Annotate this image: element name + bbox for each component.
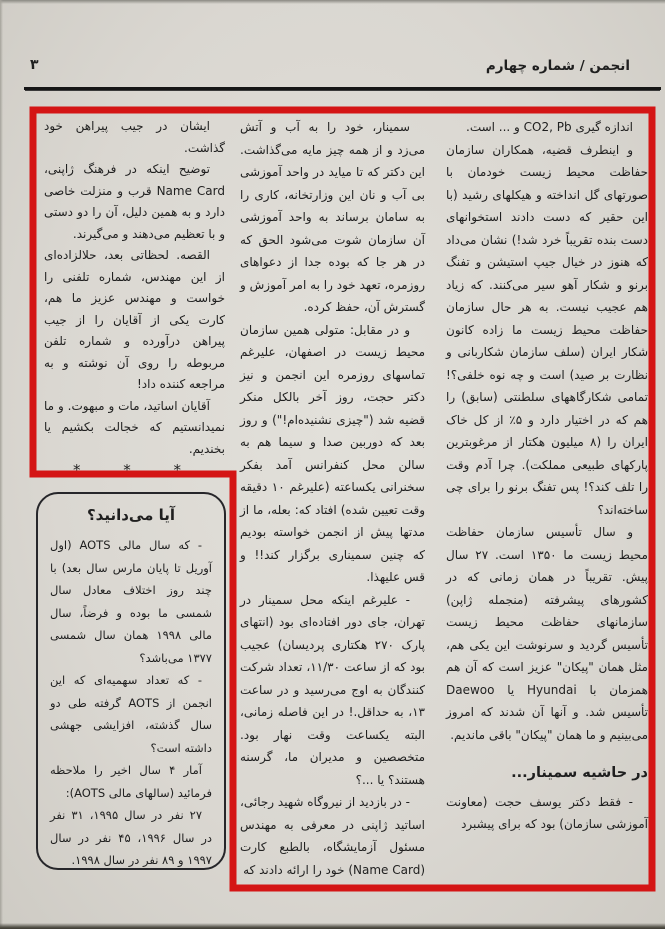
article-column-left [44, 116, 225, 482]
scan-edge-left [0, 0, 3, 929]
header-title: انجمن / شماره چهارم [485, 58, 630, 74]
paragraph: و در مقابل: متولی همین سازمان محیط زیست در اصفهان، علیرغم تماسهای روزمره این انجمن و نیز دکتر حجت، روز آخر بالکل منکر قضیه شد ("چیزی نشنیده‌ام!") و روز بعد که دوربین صدا و سیما هم به سالن محل کنفرانس آمد بفکر سخنرانی یکساعته (علیرغم ۱۰ دقیقه وقت تعیین شده) افتاد که: بعله، ما از مدتها پیش از انجمن خواسته بودیم که چنین سمیناری برگزار کند!! و قس علیهذا. [240, 322, 425, 584]
paragraph: - در بازدید از نیروگاه شهید رجائی، اساتید ژاپنی در معرفی به مهندس مسئول آزمایشگاه، بالطبع کارت (Name Card) خود را ارائه دادند که [240, 795, 425, 877]
paragraph: - علیرغم اینکه محل سمینار در تهران، جای دور افتاده‌ای بود (انتهای پارک ۲۷۰ هکتاری پردیسان) عجیب بود که از ساعت ۱۱/۳۰، تعداد شرکت کنندگان به اوج می‌رسید و در ساعت ۱۳، به حداقل.! در این فاصله زمانی، البته یکساعت وقت نهار بود. متخصصین و مدیران ما، گرسنه هستند؟ یا ...؟ [240, 592, 425, 787]
did-you-know-item: ۲۷ نفر در سال ۱۹۹۵، ۳۱ نفر در سال ۱۹۹۶، ۴۵ نفر در سال ۱۹۹۷ و ۸۹ نفر در سال ۱۹۹۸. [50, 808, 213, 867]
paragraph: آقایان اساتید، مات و مبهوت. و ما نمیدانستیم که خجالت بکشیم یا بخندیم. [44, 398, 225, 456]
did-you-know-item: - که تعداد سهمیه‌ای که این انجمن از AOTS گرفته طی دو سال گذشته، افزایشی جهشی داشته است؟ [50, 673, 213, 755]
paragraph: توضیح اینکه در فرهنگ ژاپنی، Name Card قرب و منزلت خاصی دارد و به همین دلیل، آن را دو دستی و با تعظیم می‌دهند و می‌گیرند. [44, 162, 225, 241]
did-you-know-title: آیا می‌دانید؟ [86, 506, 176, 524]
scan-edge-bottom [0, 923, 665, 929]
section-separator-stars: * * * [72, 461, 182, 479]
paragraph: و سال تأسیس سازمان حفاظت محیط زیست ما ۱۳۵۰ است. ۲۷ سال پیش. تقریباً در همان زمانی که در کشورهای پیشرفته (منجمله ژاپن) سازمانهای حفاظت محیط زیست تأسیس گردید و سرنوشت این یکی هم، مثل همان "پیکان" عزیز است که آن هم همزمان با Hyundai یا Daewoo تأسیس شد. و آنها آن شدند که امروز می‌بینیم و ما همان "پیکان" باقی ماندیم. [446, 525, 648, 742]
paragraph: سمینار، خود را به آب و آتش می‌زد و از همه چیز مایه می‌گذاشت. این دکتر که تا میاید در واحد آموزشی بی آب و نان این وزارتخانه، کاری را به سامان برساند به واحد آموزشی آن سازمان شوت می‌شود الحق که در هر جا که بوده جدا از دعواهای روزمره، تعهد خود را به امر آموزش و گسترش آن، حفظ کرده. [240, 120, 425, 314]
paragraph: - فقط دکتر یوسف حجت (معاونت آموزشی سازمان) بود که برای پیشبرد [446, 794, 648, 831]
section-heading-seminar-sidenotes: در حاشیه سمینار... [511, 765, 648, 781]
paragraph: القصه. لحظاتی بعد، حلالزاده‌ای از این مهندس، شماره تلفنی را خواست و مهندس عزیز ما هم، کارت یکی از آقایان را از جیب پیراهن درآورده و شماره تلفن مربوطه را روی آن نوشته و به مراجعه کننده داد! [44, 248, 225, 391]
paragraph: ایشان در جیب پیراهن خود گذاشت. [44, 119, 225, 155]
paragraph: اندازه گیری CO2, Pb و ... است. [466, 120, 633, 134]
header-rule [24, 87, 661, 90]
article-column-middle [240, 116, 425, 881]
article-column-right [446, 116, 648, 836]
did-you-know-item: - که سال مالی AOTS (اول آوریل تا پایان مارس سال بعد) با چند روز اختلاف معادل سال شمسی ما بوده و فرضاً، سال مالی ۱۹۹۸ همان سال شمسی ۱۳۷۷ می‌باشد؟ [50, 538, 212, 665]
page-number: ۳ [30, 57, 39, 73]
paragraph: و اینطرف قضیه، همکاران سازمان حفاظت محیط زیست خودمان با صورتهای گل انداخته و هیکلهای رشید (با این حقیر که دست دادند استخوانهای دست بنده تقریباً خرد شد!) نشان می‌داد که هنوز در خیال جیپ استیشن و تفنگ برنو و شکار آهو سیر می‌کنند. که زیاد هم عجیب نیست. به هر حال سازمان حفاظت محیط زیست ما زاده کانون شکار ایران (سلف سازمان شکاربانی و نظارت بر صید) است و چه نوه خلفی؟! تمامی شکارگاههای سلطنتی (سابق) را هم که در اختیار دارد و ۵٪ از کل خاک ایران را (۸ میلیون هکتار از مرغوبترین پارکهای طبیعی مملکت). چرا آدم وقت را تلف کند؟! پس تفنگ برنو را برای چی ساخته‌اند؟ [446, 142, 649, 517]
scan-edge-top [0, 0, 665, 4]
did-you-know-box [36, 492, 226, 870]
did-you-know-item: آمار ۴ سال اخیر را ملاحظه فرمائید (سالهای مالی AOTS): [50, 763, 212, 800]
